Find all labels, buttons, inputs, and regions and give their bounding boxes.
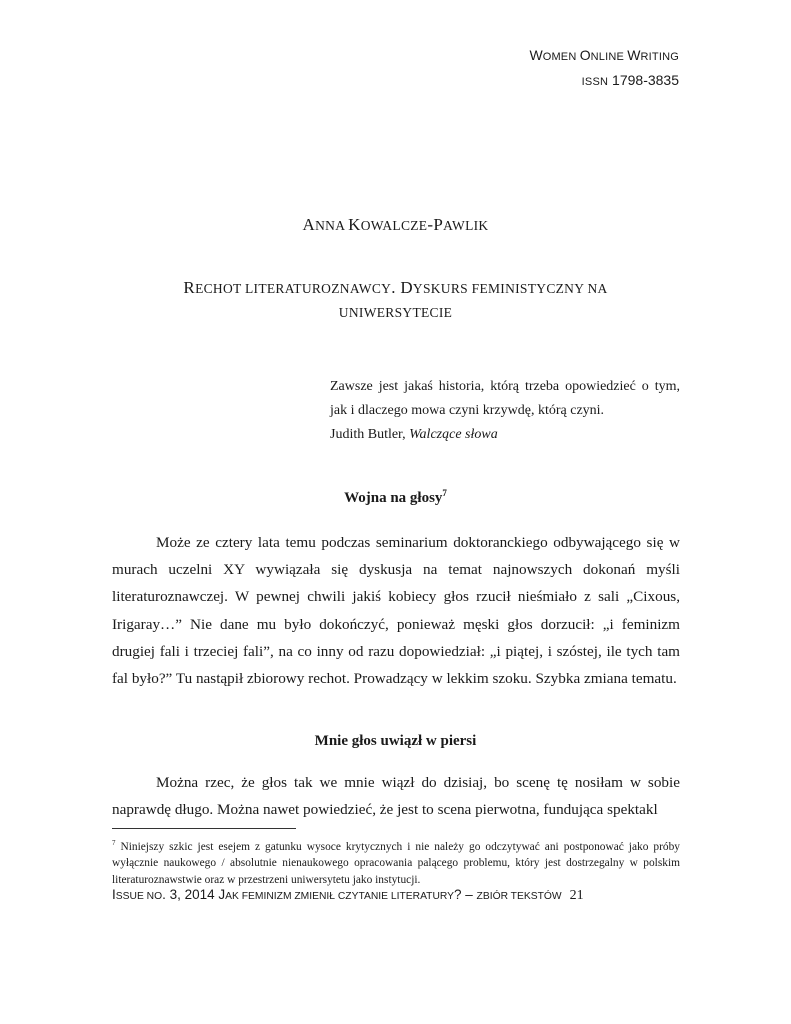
footnote — [112, 835, 680, 888]
paragraph-1: Może ze cztery lata temu podczas seminarium doktoranckiego odbywającego się w murach uczelni XY wywiązała się dyskusja na temat najnowszych dokonań myśli literaturoznawczej. W pewnej chwili jakiś kobiecy głos rzucił nieśmiało z sali „Cixous, Irigaray…” Nie dane mu było dokończyć, ponieważ męski głos dorzucił: „i feminizm drugiej fali i trzeciej fali”, na co inny od razu dopowiedział: „i piątej, i szóstej, ile tych tam fal było?” Tu nastąpił zbiorowy rechot. Prowadzący w lekkim szoku. Szybka zmiana tematu. — [112, 534, 680, 688]
journal-name: WOMEN ONLINE WRITING — [529, 47, 679, 63]
article-title-line2: UNIWERSYTECIE — [338, 305, 453, 320]
footnote-rule — [112, 828, 296, 829]
footnote-number: 7 — [112, 839, 116, 847]
epigraph — [330, 375, 680, 447]
page-number: 21 — [569, 888, 584, 903]
epigraph-line1: Zawsze jest jakaś historia, którą trzeba opowiedzieć o tym, — [330, 379, 680, 394]
issn: ISSN 1798-3835 — [581, 72, 679, 88]
epigraph-work: Walczące słowa — [409, 427, 498, 442]
paragraph-2: Można rzec, że głos tak we mnie wiązł do dzisiaj, bo scenę tę nosiłam w sobie naprawdę długo. Można nawet powiedzieć, że jest to scena pierwotna, fundująca spektakl — [112, 774, 680, 819]
article-title: RECHOT LITERATUROZNAWCY. DYSKURS FEMINISTYCZNY NA — [183, 278, 608, 297]
footnote-text: Niniejszy szkic jest esejem z gatunku wysoce krytycznych i nie należy go odczytywać ani postponować jako próby wyłącznie naukowego / absolutnie nienaukowego opracowania palącego problemu, który jest dostrzegalny w polskim literaturoznawstwie oraz w przestrzeni uniwersytetu jako instytucji. — [112, 840, 680, 886]
section-heading-1: Wojna na głosy$^7$ — [344, 488, 447, 506]
epigraph-source: Judith Butler, Walczące słowa — [330, 427, 498, 442]
section-heading-2: Mnie głos uwiązł w piersi — [314, 733, 477, 749]
page-footer: ISSUE NO. 3, 2014 JAK FEMINIZM ZMIENIŁ CZYTANIE LITERATURY? – ZBIÓR TEKSTÓW 21 — [112, 887, 584, 903]
epigraph-line2: jak i dlaczego mowa czyni krzywdę, którą czyni. — [330, 403, 605, 418]
footnote-ref[interactable]: 7 — [442, 488, 447, 498]
article-author: ANNA KOWALCZE-PAWLIK — [302, 215, 489, 234]
